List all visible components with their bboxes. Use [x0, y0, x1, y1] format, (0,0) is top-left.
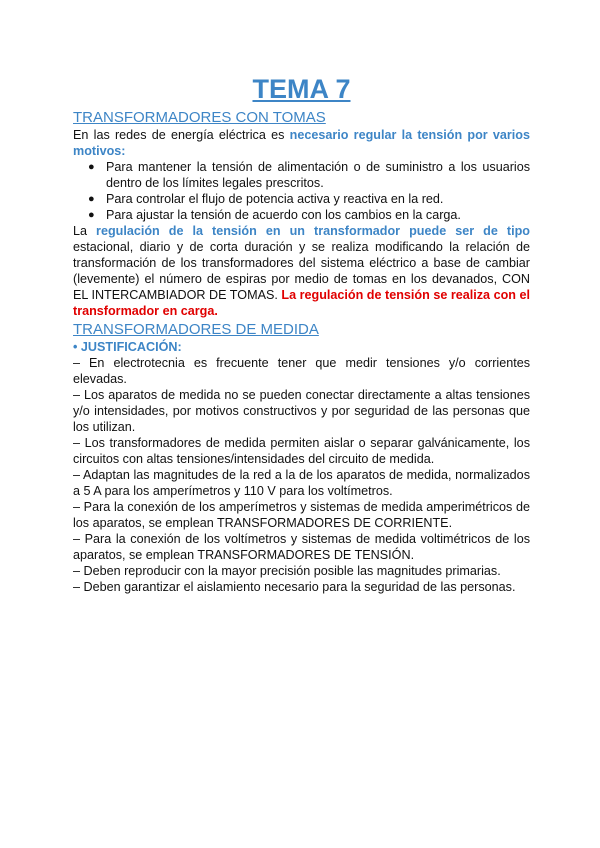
justification-label: • JUSTIFICACIÓN: — [73, 340, 182, 354]
list-item: – Adaptan las magnitudes de la red a la de los aparatos de medida, normalizados a 5 A para los amperímetros y 110 V para los voltímetros. — [73, 468, 530, 498]
section-heading: TRANSFORMADORES DE MEDIDA — [73, 321, 319, 338]
regulation-red-note: La regulación de tensión se realiza con el transformador en carga. — [73, 288, 530, 318]
list-item: – En electrotecnia es frecuente tener que medir tensiones y/o corrientes elevadas. — [73, 356, 530, 386]
list-item: – Para la conexión de los voltímetros y sistemas de medida voltimétricos de los aparatos, se emplean TRANSFORMADORES DE TENSIÓN. — [73, 532, 530, 562]
section-transformadores-con-tomas — [73, 109, 530, 319]
list-item: – Deben garantizar el aislamiento necesario para la seguridad de las personas. — [73, 580, 516, 594]
intro-text: En las redes de energía eléctrica es — [73, 128, 290, 142]
page-title: TEMA 7 — [252, 74, 351, 104]
intro-paragraph — [73, 127, 530, 159]
list-item: – Deben reproducir con la mayor precisión posible las magnitudes primarias. — [73, 564, 501, 578]
list-item: – Para la conexión de los amperímetros y sistemas de medida amperimétricos de los aparatos, se emplean TRANSFORMADORES DE CORRIENTE. — [73, 500, 530, 530]
bullet-list — [73, 159, 530, 223]
section-transformadores-de-medida — [73, 321, 530, 595]
regulation-highlight: regulación de la tensión en un transformador puede ser de tipo — [96, 224, 530, 238]
list-item: – Los aparatos de medida no se pueden conectar directamente a altas tensiones y/o intensidades, por motivos constructivos y por seguridad de las personas que los utilizan. — [73, 388, 530, 434]
section-heading: TRANSFORMADORES CON TOMAS — [73, 109, 326, 126]
intro-highlight: necesario regular la tensión por varios motivos: — [73, 128, 531, 158]
bullet-icon: ● — [88, 193, 95, 205]
list-item: – Los transformadores de medida permiten aislar o separar galvánicamente, los circuitos con altas tensiones/intensidades del circuito de medida. — [73, 436, 530, 466]
regulation-paragraph: La regulación de la tensión en un transformador puede ser de tipo estacional, diario y de corta duración y se realiza modificando la relación de transformación de los transformadores del sistema eléctrico a base de cambiar (levemente) el número de espiras por medio de tomas en los devanados, CON EL INTERCAMBIADOR DE TOMAS. La regulación de tensión se realiza con el transformador en carga. — [73, 224, 530, 318]
bullet-item: ● Para controlar el flujo de potencia activa y reactiva en la red. — [88, 192, 444, 206]
bullet-icon: ● — [88, 209, 95, 221]
bullet-item: ● Para ajustar la tensión de acuerdo con los cambios en la carga. — [88, 208, 461, 222]
bullet-item: ● Para mantener la tensión de alimentación o de suministro a los usuarios dentro de los límites legales prescritos. — [88, 160, 530, 190]
bullet-icon: ● — [88, 161, 95, 173]
